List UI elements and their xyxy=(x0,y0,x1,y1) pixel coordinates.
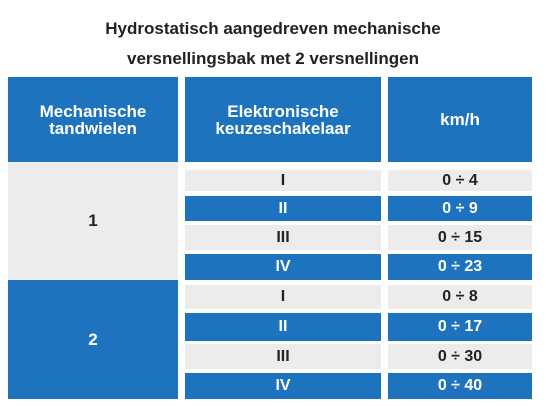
header-mechanische-tandwielen xyxy=(8,77,178,162)
speed-cell xyxy=(388,313,532,341)
gear-table xyxy=(8,77,532,399)
selector-label: IV xyxy=(275,258,291,275)
header-col1-line1: Mechanische xyxy=(39,101,147,121)
header-col2-line1: Elektronische xyxy=(227,101,339,121)
gear-label-2: 2 xyxy=(88,329,98,349)
header-col1-line2: tandwielen xyxy=(49,118,137,138)
selector-cell xyxy=(185,170,381,191)
speed-cell xyxy=(388,285,532,309)
selector-label: I xyxy=(280,288,286,305)
speed-cell xyxy=(388,373,532,399)
selector-label: IV xyxy=(275,377,291,394)
speed-label: 0 ÷ 9 xyxy=(442,199,478,217)
speed-cell xyxy=(388,344,532,369)
selector-cell xyxy=(185,196,381,221)
gear-cell-1 xyxy=(8,162,178,280)
speed-cell xyxy=(388,196,532,221)
header-col3: km/h xyxy=(440,110,480,129)
selector-label: II xyxy=(278,318,288,335)
header-elektronische-keuzeschakelaar xyxy=(185,77,381,162)
selector-cell xyxy=(185,285,381,309)
title-line-2: versnellingsbak met 2 versnellingen xyxy=(127,49,419,68)
selector-cell xyxy=(185,344,381,369)
header-col2-line2: keuzeschakelaar xyxy=(215,118,351,138)
speed-label: 0 ÷ 15 xyxy=(437,228,483,246)
selector-label: I xyxy=(280,171,286,189)
speed-label: 0 ÷ 23 xyxy=(437,258,483,275)
selector-label: III xyxy=(276,228,290,246)
selector-cell xyxy=(185,313,381,341)
title-line-1: Hydrostatisch aangedreven mechanische xyxy=(105,19,441,38)
selector-cell xyxy=(185,225,381,250)
speed-label: 0 ÷ 17 xyxy=(437,318,483,335)
page-title xyxy=(0,14,546,74)
selector-label: II xyxy=(278,199,288,217)
gear-label-1: 1 xyxy=(88,211,98,230)
speed-label: 0 ÷ 30 xyxy=(437,347,483,365)
speed-label: 0 ÷ 4 xyxy=(442,171,478,189)
speed-label: 0 ÷ 40 xyxy=(437,377,483,394)
header-kmh xyxy=(388,77,532,162)
selector-cell xyxy=(185,254,381,280)
selector-label: III xyxy=(276,347,290,365)
speed-cell xyxy=(388,225,532,250)
gear-cell-2 xyxy=(8,280,178,399)
speed-cell xyxy=(388,170,532,191)
speed-label: 0 ÷ 8 xyxy=(442,288,478,305)
selector-cell xyxy=(185,373,381,399)
speed-cell xyxy=(388,254,532,280)
